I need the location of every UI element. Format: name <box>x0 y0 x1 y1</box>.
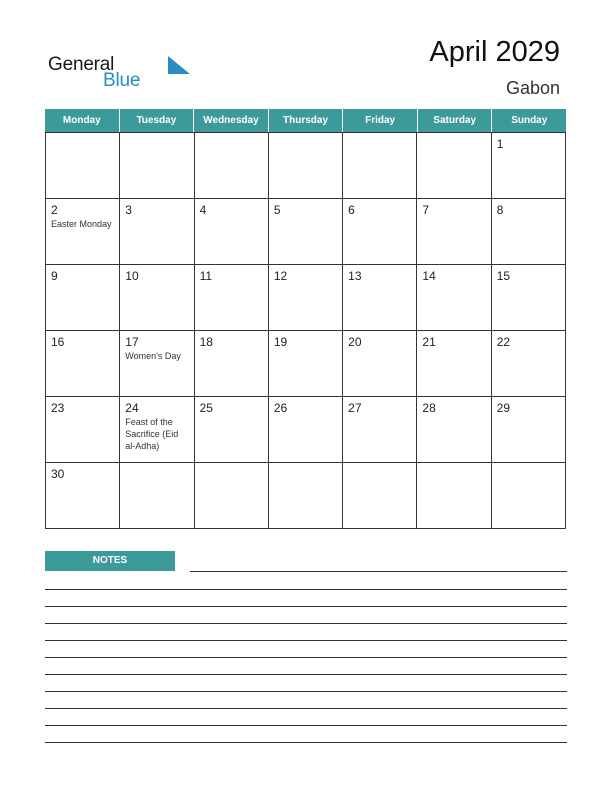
day-number: 12 <box>273 269 288 283</box>
day-number: 24 <box>125 401 139 415</box>
note-line <box>45 742 567 743</box>
note-line <box>45 640 567 641</box>
day-cell <box>343 463 417 529</box>
weekday-header <box>45 109 566 132</box>
day-cell <box>417 133 491 199</box>
day-number: 23 <box>51 401 65 415</box>
day-number: 28 <box>422 401 436 415</box>
note-line <box>45 708 567 709</box>
day-cell <box>120 331 194 397</box>
calendar <box>45 109 566 529</box>
day-number: 5 <box>273 203 281 217</box>
day-number: 16 <box>51 335 65 349</box>
day-cell <box>269 463 343 529</box>
calendar-grid <box>45 132 566 529</box>
day-number: 29 <box>496 401 511 415</box>
day-number: 27 <box>348 401 362 415</box>
day-cell <box>195 331 269 397</box>
day-cell <box>120 199 194 265</box>
day-cell <box>195 133 269 199</box>
day-cell <box>269 199 343 265</box>
day-number: 9 <box>51 269 58 283</box>
day-cell <box>492 199 566 265</box>
day-cell <box>492 331 566 397</box>
day-cell <box>492 397 566 463</box>
day-cell <box>417 397 491 463</box>
day-number: 1 <box>496 137 504 151</box>
day-cell <box>46 199 120 265</box>
day-number: 6 <box>348 203 355 217</box>
note-line <box>45 691 567 692</box>
weekday-monday: Monday <box>45 109 120 132</box>
day-number: 20 <box>348 335 362 349</box>
weekday-sunday: Sunday <box>511 115 548 126</box>
generalblue-logo <box>48 52 158 92</box>
day-cell <box>269 133 343 199</box>
day-cell <box>269 397 343 463</box>
day-cell <box>120 463 194 529</box>
weekday-tuesday: Tuesday <box>120 109 195 132</box>
calendar-title: April 2029 <box>429 36 560 68</box>
day-number: 22 <box>496 335 511 349</box>
day-cell <box>195 397 269 463</box>
day-cell <box>120 265 194 331</box>
day-number: 2 <box>51 203 58 217</box>
note-line <box>45 725 567 726</box>
day-cell <box>492 463 566 529</box>
day-cell <box>417 331 491 397</box>
day-number: 21 <box>422 335 436 349</box>
day-cell <box>46 133 120 199</box>
day-number: 14 <box>422 269 436 283</box>
holiday-label: Women's Day <box>125 351 181 361</box>
day-cell <box>343 265 417 331</box>
day-cell <box>269 331 343 397</box>
day-number: 7 <box>422 203 430 217</box>
logo-text-blue: Blue <box>103 70 141 91</box>
day-cell <box>343 331 417 397</box>
day-number: 4 <box>199 203 207 217</box>
day-cell <box>195 199 269 265</box>
note-line <box>45 606 567 607</box>
day-cell <box>46 265 120 331</box>
note-line <box>45 589 567 590</box>
day-number: 30 <box>51 467 65 481</box>
day-cell <box>343 133 417 199</box>
day-cell <box>343 199 417 265</box>
day-number: 18 <box>199 335 213 349</box>
day-number: 17 <box>125 335 139 349</box>
weekday-thursday: Thursday <box>269 109 344 132</box>
logo-text-general: General <box>48 54 115 75</box>
day-cell <box>195 265 269 331</box>
day-cell <box>120 133 194 199</box>
day-cell <box>269 265 343 331</box>
day-cell <box>417 463 491 529</box>
day-number: 19 <box>273 335 288 349</box>
day-cell <box>492 265 566 331</box>
day-number: 8 <box>496 203 504 217</box>
day-cell <box>46 397 120 463</box>
day-number: 13 <box>348 269 362 283</box>
weekday-friday: Friday <box>343 109 418 132</box>
note-line <box>45 674 567 675</box>
holiday-label: Feast of the Sacrifice (Eid al-Adha) <box>125 417 179 451</box>
holiday-label: Easter Monday <box>51 219 112 229</box>
day-number: 3 <box>125 203 132 217</box>
day-cell <box>417 265 491 331</box>
day-number: 26 <box>273 401 288 415</box>
country-name: Gabon <box>505 78 560 98</box>
notes-label: NOTES <box>45 551 175 571</box>
weekday-saturday: Saturday <box>418 109 493 132</box>
weekday-wednesday: Wednesday <box>194 109 269 132</box>
day-number: 11 <box>199 269 213 283</box>
day-cell <box>417 199 491 265</box>
day-cell <box>492 133 566 199</box>
day-cell <box>46 331 120 397</box>
note-line <box>45 623 567 624</box>
day-number: 10 <box>125 269 139 283</box>
day-cell <box>195 463 269 529</box>
day-cell <box>120 397 194 463</box>
note-line <box>45 657 567 658</box>
note-line <box>190 571 567 572</box>
day-cell <box>46 463 120 529</box>
day-cell <box>343 397 417 463</box>
day-number: 25 <box>199 401 213 415</box>
day-number: 15 <box>496 269 511 283</box>
